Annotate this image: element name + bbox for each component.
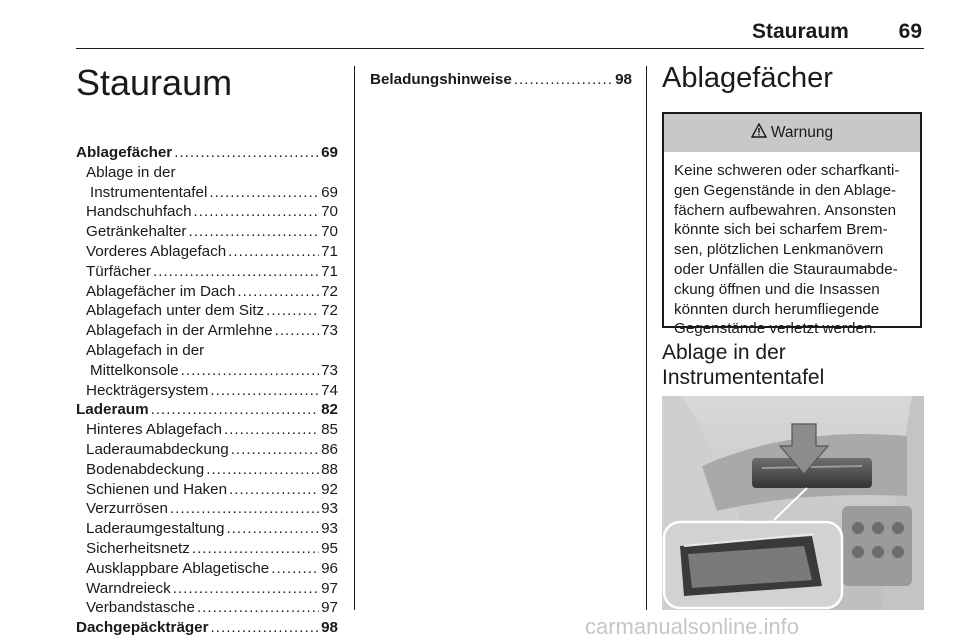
toc-entry[interactable]	[76, 381, 338, 401]
warning-label: Warnung	[770, 124, 834, 141]
toc-leader-dots	[197, 598, 319, 618]
warning-text-line: könnte sich bei scharfem Brem-	[674, 221, 888, 239]
toc-entry-title: Ablagefach in der Armlehne	[86, 322, 273, 340]
toc-entry-page: 70	[321, 203, 338, 221]
toc-leader-dots	[174, 143, 319, 163]
watermark: carmanualsonline.info	[585, 614, 800, 639]
header-rule	[76, 48, 924, 49]
running-header-title: Stauraum	[752, 20, 849, 43]
toc-entry-page: 85	[321, 421, 338, 439]
toc-leader-dots	[224, 420, 319, 440]
toc-entry-line: Ablagefach in der	[86, 341, 205, 359]
toc-entry-page: 72	[321, 282, 338, 300]
toc-entry-title: Heckträgersystem	[86, 381, 209, 399]
toc-entry[interactable]	[76, 539, 338, 559]
toc-entry[interactable]	[76, 460, 338, 480]
toc-leader-dots	[192, 539, 319, 559]
toc-leader-dots	[188, 222, 319, 242]
warning-text-line: ckung öffnen und die Insassen	[674, 280, 880, 298]
toc-entry-title: Sicherheitsnetz	[86, 539, 190, 557]
toc-leader-dots	[229, 480, 319, 500]
toc-entry-page: 92	[321, 480, 338, 498]
toc-leader-dots	[170, 499, 319, 519]
toc-leader-dots	[194, 202, 320, 222]
toc-entry-page: 98	[321, 619, 338, 637]
toc-entry-title: Warndreieck	[86, 579, 171, 597]
toc-entry-title: Türfächer	[86, 262, 151, 280]
toc-entry-title: Ausklappbare Ablagetische	[86, 559, 270, 577]
warning-text	[664, 152, 920, 348]
column-divider-2	[646, 66, 647, 610]
toc-entry-title: Handschuhfach	[86, 203, 192, 221]
warning-text-line: Keine schweren oder scharfkanti-	[674, 162, 900, 179]
toc-entry[interactable]	[76, 321, 338, 341]
toc-entry[interactable]	[76, 559, 338, 579]
toc-entry-page: 70	[321, 223, 338, 241]
instrument-panel-photo	[662, 396, 924, 610]
warning-text-line: könnten durch herumfliegende	[674, 300, 880, 318]
toc-entry-page: 93	[321, 500, 338, 518]
subsection-title-line-2: Instrumententafel	[662, 366, 825, 389]
toc-leader-dots	[231, 440, 319, 460]
toc-entry-title: Ablagefach unter dem Sitz	[86, 302, 265, 320]
toc-chapter-entry[interactable]	[76, 400, 338, 420]
toc-left-column	[76, 143, 338, 638]
toc-entry[interactable]	[76, 242, 338, 262]
toc-entry-title: Laderaum	[76, 401, 149, 419]
toc-right-column	[370, 70, 632, 90]
toc-entry-title: Laderaumabdeckung	[86, 440, 229, 458]
toc-leader-dots	[266, 301, 319, 321]
warning-text-line: oder Unfällen die Stauraumabde-	[674, 260, 898, 278]
toc-entry-page: 69	[321, 183, 338, 201]
toc-entry-page: 74	[321, 381, 338, 399]
chapter-title: Stauraum	[76, 62, 233, 103]
toc-entry[interactable]	[76, 282, 338, 302]
toc-leader-dots	[153, 262, 319, 282]
toc-entry[interactable]	[76, 440, 338, 460]
toc-entry-title: Verbandstasche	[86, 599, 195, 617]
page-number: 69	[898, 20, 922, 43]
toc-entry[interactable]	[76, 480, 338, 500]
toc-entry-title: Ablagefächer im Dach	[86, 282, 236, 300]
toc-entry-page: 82	[321, 401, 338, 419]
toc-entry-title: Instrumententafel	[90, 183, 208, 201]
toc-chapter-entry[interactable]	[76, 143, 338, 163]
toc-chapter-entry[interactable]	[370, 70, 632, 90]
toc-leader-dots	[173, 579, 319, 599]
toc-entry-line: Ablage in der	[86, 163, 176, 181]
toc-leader-dots	[206, 460, 319, 480]
warning-triangle-icon	[751, 123, 767, 143]
toc-leader-dots	[210, 381, 319, 401]
toc-leader-dots	[151, 400, 320, 420]
toc-entry[interactable]	[76, 499, 338, 519]
toc-entry[interactable]	[76, 579, 338, 599]
toc-entry-title: Getränkehalter	[86, 223, 187, 241]
toc-entry-title: Laderaumgestaltung	[86, 520, 225, 538]
toc-entry-page: 71	[321, 242, 338, 260]
toc-entry-title: Verzurrösen	[86, 500, 168, 518]
toc-entry-page: 97	[321, 579, 338, 597]
subsection-title	[662, 340, 824, 390]
toc-entry[interactable]	[76, 183, 338, 203]
toc-entry-page: 73	[321, 322, 338, 340]
toc-leader-dots	[514, 70, 613, 90]
toc-entry[interactable]	[76, 598, 338, 618]
toc-entry-page: 88	[321, 460, 338, 478]
toc-entry-page: 96	[321, 559, 338, 577]
warning-text-line: gen Gegenstände in den Ablage-	[674, 181, 897, 199]
warning-text-line: fächern aufbewahren. Ansonsten	[674, 201, 897, 219]
toc-entry-page: 97	[321, 599, 338, 617]
toc-leader-dots	[209, 183, 319, 203]
toc-chapter-entry[interactable]	[76, 618, 338, 638]
toc-entry[interactable]	[76, 361, 338, 381]
toc-entry-title: Bodenabdeckung	[86, 460, 205, 478]
toc-entry-title: Beladungshinweise	[370, 71, 512, 88]
toc-entry[interactable]	[76, 202, 338, 222]
toc-entry-page: 95	[321, 539, 338, 557]
toc-leader-dots	[211, 618, 320, 638]
toc-entry-page: 71	[321, 262, 338, 280]
toc-leader-dots	[237, 282, 319, 302]
warning-text-line: Gegenstände verletzt werden.	[674, 320, 877, 338]
warning-box	[662, 112, 922, 338]
toc-entry-title: Hinteres Ablagefach	[86, 421, 222, 439]
toc-leader-dots	[271, 559, 319, 579]
toc-entry-page: 73	[321, 361, 338, 379]
toc-leader-dots	[226, 519, 319, 539]
toc-entry-title: Mittelkonsole	[90, 361, 179, 379]
column-divider-1	[354, 66, 355, 610]
toc-entry[interactable]	[76, 301, 338, 321]
toc-entry-title: Dachgepäckträger	[76, 619, 209, 637]
toc-leader-dots	[228, 242, 319, 262]
toc-entry[interactable]	[76, 420, 338, 440]
toc-entry-title: Vorderes Ablagefach	[86, 242, 227, 260]
toc-entry-title: Ablagefächer	[76, 144, 173, 161]
toc-entry[interactable]	[76, 519, 338, 539]
section-title: Ablagefächer	[662, 62, 833, 94]
toc-leader-dots	[275, 321, 320, 341]
toc-entry-page: 93	[321, 520, 338, 538]
warning-header	[664, 114, 920, 152]
toc-entry-page: 98	[615, 71, 632, 88]
toc-entry-page: 86	[321, 440, 338, 458]
toc-entry-title: Schienen und Haken	[86, 480, 228, 498]
warning-text-line: sen, plötzlichen Lenkmanövern	[674, 241, 884, 259]
toc-entry-page: 69	[321, 144, 338, 161]
toc-entry[interactable]	[76, 222, 338, 242]
subsection-title-line-1: Ablage in der	[662, 341, 786, 364]
toc-entry[interactable]	[76, 262, 338, 282]
toc-leader-dots	[181, 361, 319, 381]
toc-entry-page: 72	[321, 302, 338, 320]
